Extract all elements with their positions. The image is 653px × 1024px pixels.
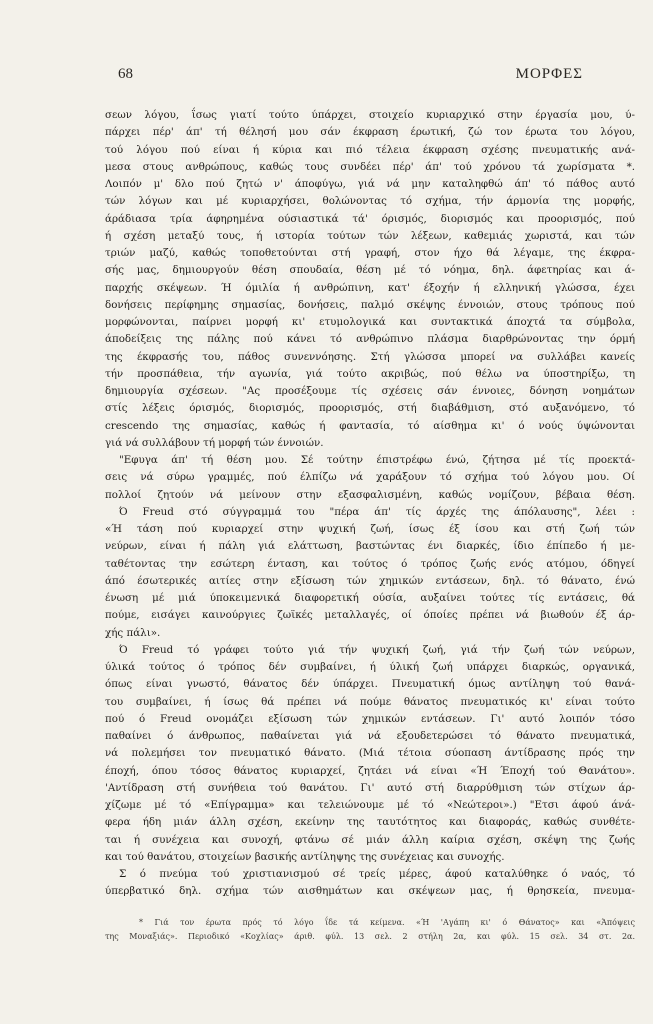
- text-line: crescendo της σημασίας, καθώς ή φαντασία, τό αίσθημα κι' ό νούς ύψώνονται: [105, 419, 635, 432]
- text-line: "Εφυγα άπ' τή θέση μου. Σέ τούτην έπιστρέφω ένώ, ζήτησα μέ τίς προεκτά-: [119, 454, 635, 466]
- text-line: άράδιασα τρία άφηρημένα ούσιαστικά τά' όρισμός, διορισμός και προορισμός, πού: [105, 212, 635, 225]
- text-line: ται ή συνέχεια και συνοχή, φτάνω σέ μιάν άλλη καίρια σχέση, σκέψη της ζωής: [105, 833, 635, 846]
- text-line: τριών μαζύ, καθώς τοποθετούνται στή γραφή, στον ήχο θά λέγαμε, της έκφρα-: [105, 247, 635, 259]
- text-line: άποδείξεις της πάλης πού κάνει τό ανθρώπινο πλάσμα διαρθρώνοντας την όρμή: [105, 333, 635, 346]
- text-line: μορφώνονται, παίρνει μορφή κι' ετυμολογικά και συντακτικά άποχτά τα σύμβολα,: [105, 316, 635, 328]
- text-line: όπως είναι γνωστό, θάνατος δέν ύπάρχει. Πνευματική όμως αντίληψη τού θανά-: [105, 678, 635, 691]
- footnote-line: της Μοναξιάς». Περιοδικό «Κοχλίας» άριθ. φύλ. 13 σελ. 2 στήλη 2α, και φύλ. 15 σελ. 34 στ. 2α.: [105, 932, 635, 941]
- text-line: χής πάλι».: [105, 626, 161, 639]
- text-line: τήν προσπάθεια, τήν αγωνία, γιά τούτο ακριβώς, πού θέλω να ύποστηρίξω, τη: [105, 367, 635, 380]
- text-line: ύλικά τούτος ό τρόπος δέν συμβαίνει, ή ύλική ζωή υπάρχει διαρκώς, οργανικά,: [105, 661, 635, 673]
- text-line: πάρχει πέρ' άπ' τή θέλησή μου σάν έκφραση έρωτική, ζώ τον έρωτα του λόγου,: [105, 126, 635, 139]
- text-line: «Ή τάση πού κυριαρχεί στην ψυχική ζωή, ίσως έξ ίσου και στή ζωή τών: [105, 523, 635, 535]
- text-line: τών λόγων και μέ κυριαρχήσει, θολώνοντας τό σχήμα, τήν άρμονία της μορφής,: [105, 195, 635, 208]
- text-line: πού ό Freud ονομάζει εξίσωση τών χημικών εντάσεων. Γι' αυτό λοιπόν τόσο: [105, 712, 635, 725]
- text-line: ένωση μέ μιά ύποκειμενικά διαφορετική ούσία, αυξαίνει τούτες τίς εντάσεις, θά: [105, 592, 635, 604]
- text-line: Λοιπόν μ' δλο πού ζητώ ν' άποφύγω, γιά νά μην καταληφθώ άπ' τό πάθος αυτό: [105, 178, 635, 190]
- text-line: παρχής σκέψεων. Ή όμιλία ή ανθρώπινη, κατ' έξοχήν ή ελληνική γλώσσα, έχει: [105, 281, 635, 294]
- text-line: του συμβαίνει, ή ίσως θά πρέπει νά πούμε θάνατος πνευματικός κι' είναι τούτο: [105, 695, 635, 708]
- text-line: ταθέτοντας την εσώτερη ένταση, και τούτος ό τρόπος ζωής ενός ατόμου, όδηγεί: [105, 557, 635, 570]
- text-line: ύπερβατικό δηλ. σχήμα τών αισθημάτων και σκέψεων μας, ή θρησκεία, πνευμα-: [105, 885, 635, 898]
- text-line: 'Αντίδραση στή συνήθεια τού θανάτου. Γι' αυτό στή διαρρύθμιση τών στίχων άρ-: [105, 781, 635, 794]
- running-head: ΜΟΡΦΕΣ: [515, 66, 583, 82]
- text-line: Ό Freud στό σύγγραμμά του "πέρα άπ' τίς άρχές της άπόλαυσης", λέει :: [119, 505, 635, 518]
- page-number: 68: [118, 66, 133, 82]
- text-line: σεων λόγου, ΐσως γιατί τούτο ύπάρχει, στοιχείο κυριαρχικό στην έργασία μου, ύ-: [105, 109, 635, 121]
- text-line: Ό Freud τό γράφει τούτο γιά τήν ψυχική ζωή, γιά τήν ζωή τών νεύρων,: [119, 643, 635, 656]
- text-line: άπό έσωτερικές αιτίες στην εξίσωση τών χημικών εντάσεων, δηλ. τό θάνατο, ένώ: [105, 574, 635, 587]
- text-line: φερα ήδη μιάν άλλη σχέση, εκείνην της ταυτότητος και διαφοράς, καθώς συνθέτε-: [105, 816, 635, 829]
- text-line: νά πολεμήσει τον πνευματικό θάνατο. (Μιά τέτοια σύοπαση άντίδρασης πρός την: [105, 747, 635, 760]
- text-line: έποχή, όπου τόσος θάνατος κυριαρχεί, ζητάει νά είναι «Ή Έποχή τού Θανάτου».: [105, 764, 635, 777]
- text-line: πολλοί ζητούν νά μείνουν στην εξασφαλισμένη, καθώς νομίζουν, βέβαια θέση.: [105, 488, 635, 501]
- text-line: γιά νά συλλάβουν τή μορφή τών έννοιών.: [105, 436, 324, 449]
- text-line: πούμε, εισάγει καινούργιες ζωϊκές μεταλλαγές, οί όποίες πρέπει νά βιωθούν έξ άρ-: [105, 609, 635, 622]
- text-line: μεσα στους ανθρώπους, καθώς τους συνδέει πέρ' άπ' τού χρόνου τά χωρίσματα *.: [105, 160, 635, 173]
- text-line: παθαίνει ό άνθρωπος, παθαίνεται γιά νά εξουδετερώσει τό θάνατο πνευματικά,: [105, 730, 635, 742]
- body-text: [105, 107, 635, 901]
- text-line: χίζωμε μέ τό «Επίγραμμα» και τελειώνουμε μέ τό «Νεώτεροι».) "Ετσι άφού άνά-: [105, 799, 635, 811]
- text-line: νεύρων, είναι ή πάλη γιά ελάττωση, βαστώντας ένι διαρκές, ίδιο έπίπεδο ή με-: [105, 540, 635, 553]
- page-header: [118, 66, 583, 90]
- text-line: Σ ό πνεύμα τού χριστιανισμού σέ τρείς μέρες, άφού καταλύθηκε ό ναός, τό: [119, 868, 635, 880]
- footnotes: [105, 916, 635, 944]
- text-line: τού λόγου πού είναι ή κύρια και πιό τέλεια έκφραση σχέσης πνευματικής ανά-: [105, 143, 635, 156]
- text-line: της έκφρασής του, πάθος συνεννόησης. Στή γλώσσα μπορεί να συλλάβει κανείς: [105, 350, 635, 363]
- text-line: σής μας, δημιουργούν θέση σπουδαία, θέση μέ τό νόημα, δηλ. άφετηρίας και ά-: [105, 264, 635, 277]
- text-line: ή σχέση μεταξύ τους, ή ιστορία τούτων τών λέξεων, καθεμιάς χωριστά, και τών: [105, 229, 635, 242]
- text-line: δονήσεις περίφημης σημασίας, δονήσεις, παλμό σκέψης έννοιών, στους τρόπους πού: [105, 298, 635, 311]
- text-line: και τού θανάτου, στοιχείων βασικής αντίληψης της συνέχειας και συνοχής.: [105, 850, 505, 863]
- footnote-line: * Γιά τον έρωτα πρός τό λόγο ΐδε τά κείμενα. «Ή 'Αγάπη κι' ό Θάνατος» και «Άπόψεις: [139, 918, 635, 927]
- text-line: δημιουργία σχέσεων. "Ας προσέξουμε τίς σχέσεις σάν έννοιες, δόνηση νοημάτων: [105, 385, 635, 397]
- text-line: σεις νά σύρω γραμμές, πού έλπίζω νά χαράξουν τό σχήμα τού λόγου μου. Οί: [105, 471, 635, 484]
- text-line: στίς λέξεις όρισμός, διορισμός, προορισμός, στή διαβάθμιση, στό αυξανόμενο, τό: [105, 402, 635, 415]
